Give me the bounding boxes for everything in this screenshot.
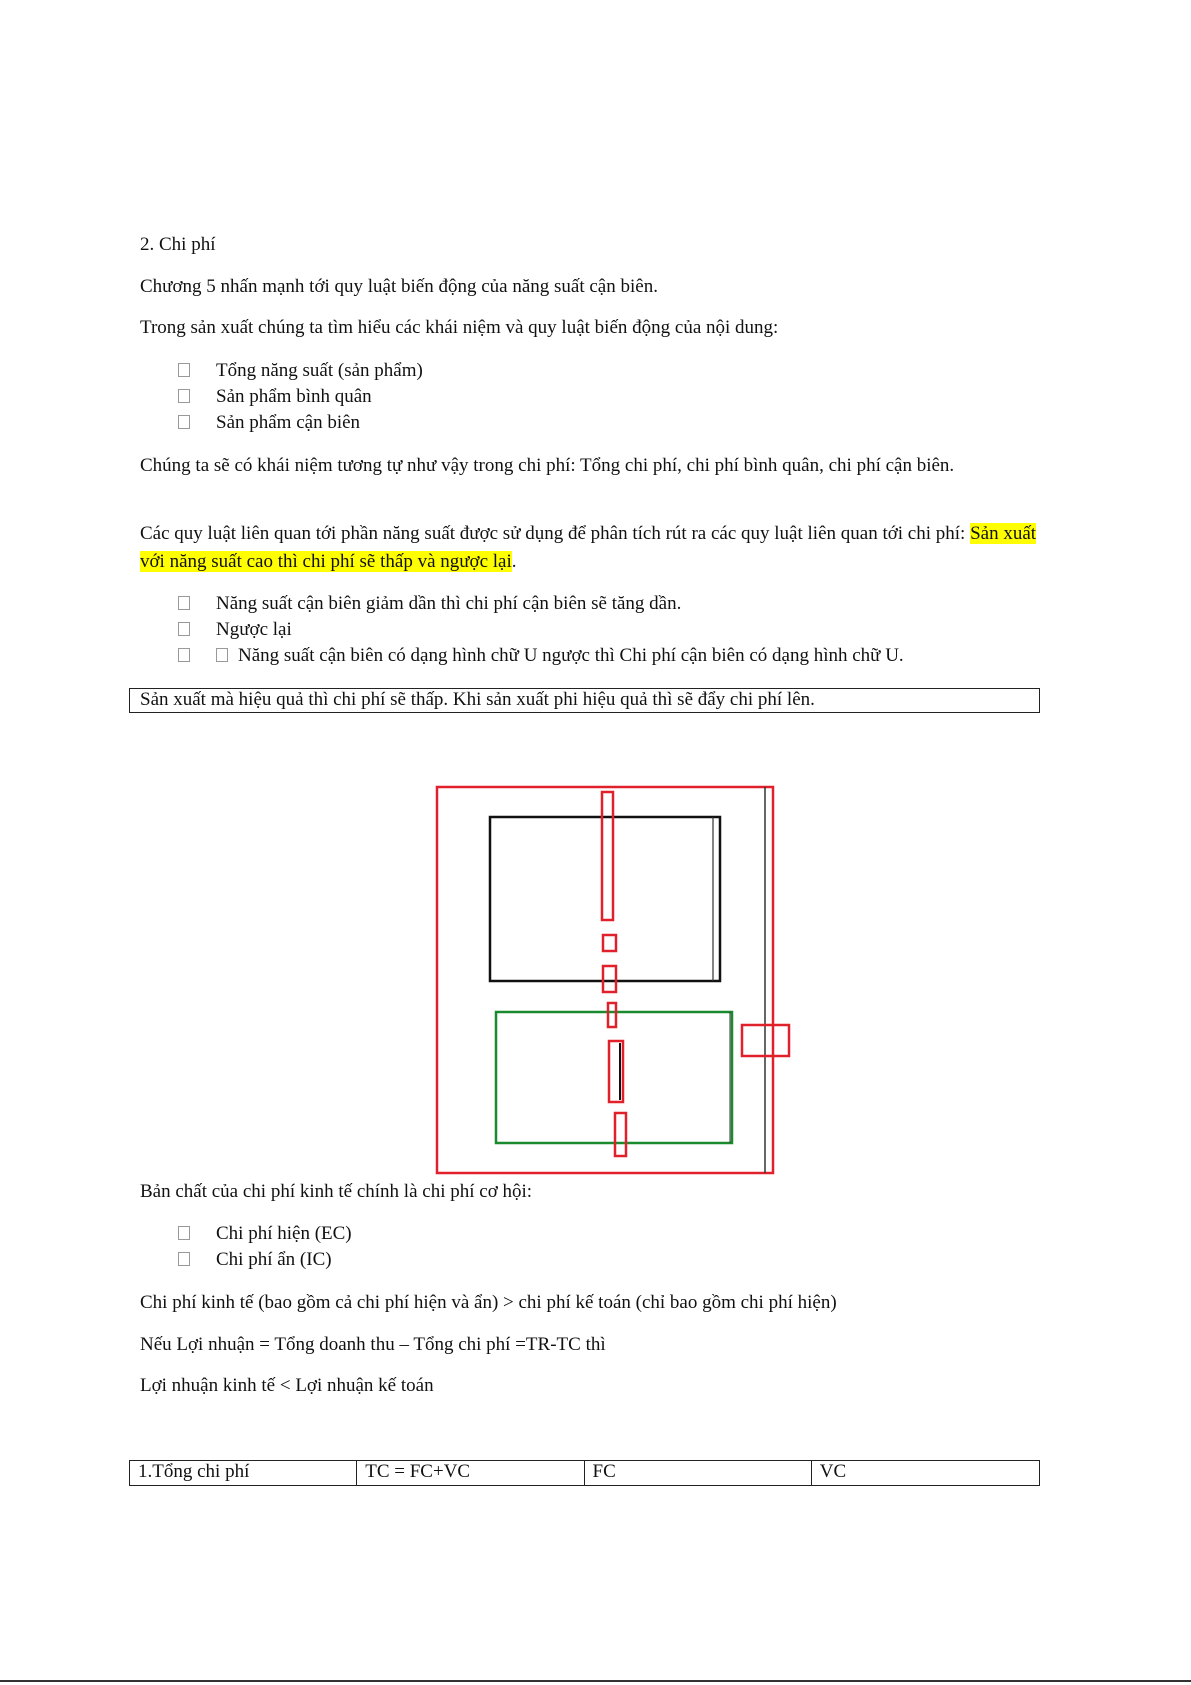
cost-table-row [129,1460,1040,1486]
list-item: Sản phẩm bình quân [178,384,372,410]
framed-note: Sản xuất mà hiệu quả thì chi phí sẽ thấp. Khi sản xuất phi hiệu quả thì sẽ đẩy chi phí lên. [129,688,1040,713]
paragraph-5: Bản chất của chi phí kinh tế chính là chi phí cơ hội: [140,1181,533,1202]
paragraph-8: Lợi nhuận kinh tế < Lợi nhuận kế toán [140,1375,434,1396]
red-marker [603,935,616,951]
red-marker [608,1003,616,1027]
table-cell: TC = FC+VC [357,1461,584,1485]
paragraph-2: Trong sản xuất chúng ta tìm hiểu các khái niệm và quy luật biến động của nội dung: [140,317,779,338]
list-item: Ngược lại [178,617,292,643]
black-frame [490,817,720,981]
list-item: Chi phí ẩn (IC) [178,1247,332,1273]
table-cell: VC [819,1461,847,1482]
highlighted-text: Sản xuất với năng suất cao thì chi phí sẽ thấp và ngược lại [140,523,1037,572]
list-item: Sản phẩm cận biên [178,410,360,436]
red-marker [602,792,613,920]
list-item: Tổng năng suất (sản phẩm) [178,358,423,384]
list-item: Năng suất cận biên có dạng hình chữ U ngược thì Chi phí cận biên có dạng hình chữ U. [178,643,904,669]
red-marker [615,1113,626,1156]
paragraph-3: Chúng ta sẽ có khái niệm tương tự như vậy trong chi phí: Tổng chi phí, chi phí bình quân, chi phí cận biên. [140,455,955,476]
page-bottom-rule [0,1680,1191,1682]
table-cell: FC [585,1461,812,1485]
list-item: Năng suất cận biên giảm dần thì chi phí cận biên sẽ tăng dần. [178,591,681,617]
section-heading: 2. Chi phí [140,234,216,255]
red-marker [603,966,616,992]
bullet-box-icon [178,1252,190,1266]
paragraph-7: Nếu Lợi nhuận = Tổng doanh thu – Tổng chi phí =TR-TC thì [140,1334,606,1355]
table-cell: 1.Tổng chi phí [130,1461,357,1485]
list-item: Chi phí hiện (EC) [178,1221,352,1247]
paragraph-4: Các quy luật liên quan tới phần năng suất được sử dụng để phân tích rút ra các quy luật liên quan tới chi phí: Sản xuất với năng suất cao thì chi phí sẽ thấp và ngược lại. [140,523,1037,572]
paragraph-6: Chi phí kinh tế (bao gồm cả chi phí hiện và ẩn) > chi phí kế toán (chỉ bao gồm chi phí hiện) [140,1292,837,1313]
bullet-box-icon [178,1226,190,1240]
paragraph-1: Chương 5 nhấn mạnh tới quy luật biến động của năng suất cận biên. [140,276,658,297]
